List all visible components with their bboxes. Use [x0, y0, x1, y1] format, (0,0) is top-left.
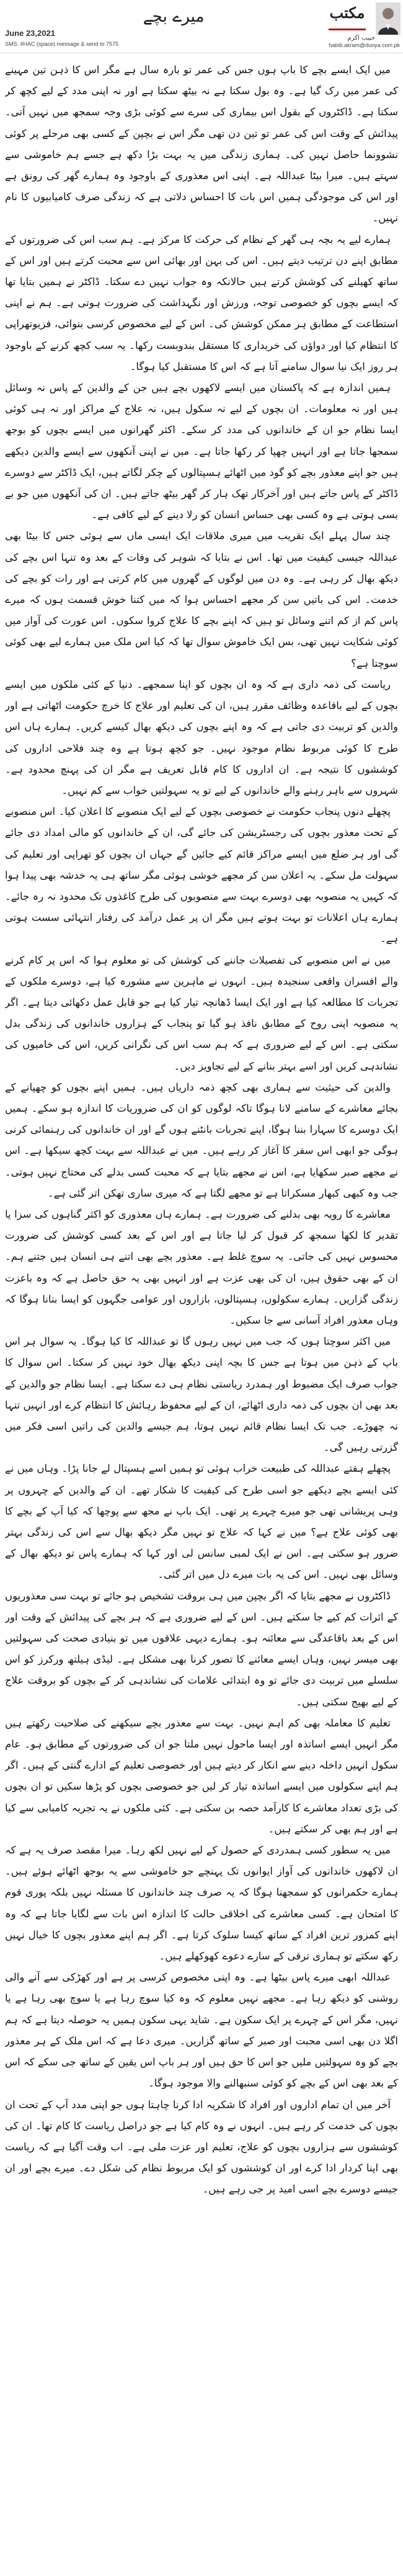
author-email[interactable]: habib.akram@dunya.com.pk	[329, 42, 400, 48]
article-paragraph: میں یہ سطور کسی ہمدردی کے حصول کے لیے نہیں لکھ رہا۔ میرا مقصد صرف یہ ہے کہ ان لاکھوں خاندانوں کی آواز ایوانوں تک پہنچے جو خاموشی سے یہ بوجھ اٹھائے ہوئے ہیں۔ ہمارے حکمرانوں کو سمجھنا ہوگا کہ یہ صرف چند خاندانوں کا مسئلہ نہیں بلکہ پوری قوم کا امتحان ہے۔ کسی معاشرے کی اخلاقی حالت کا اندازہ اس بات سے لگایا جاتا ہے کہ وہ اپنے کمزور ترین افراد کے ساتھ کیسا سلوک کرتا ہے۔ اگر ہم اپنے معذور بچوں کا خیال نہیں رکھ سکتے تو ہماری ترقی کے سارے دعوے کھوکھلے ہیں۔	[5, 1844, 398, 1963]
article-paragraph: والدین کی حیثیت سے ہماری بھی کچھ ذمہ داریاں ہیں۔ ہمیں اپنے بچوں کو چھپانے کے بجائے معاشرے کے سامنے لانا ہوگا تاکہ لوگوں کو ان کی ضروریات کا اندازہ ہو سکے۔ ہمیں ایک دوسرے کا سہارا بننا ہوگا، اپنے تجربات بانٹنے ہوں گے اور ان خاندانوں کی رہنمائی کرنی ہوگی جو ابھی اس سفر کا آغاز کر رہے ہیں۔ میں نے عبداللہ سے بہت کچھ سیکھا ہے۔ اس نے مجھے صبر سکھایا ہے، اس نے مجھے بتایا ہے کہ محبت کسی بدلے کی محتاج نہیں ہوتی۔ جب وہ کبھی کبھار مسکراتا ہے تو مجھے لگتا ہے کہ میری ساری تھکن اتر گئی ہے۔	[5, 1081, 398, 1199]
article-paragraph: تعلیم کا معاملہ بھی کم اہم نہیں۔ بہت سے معذور بچے سیکھنے کی صلاحیت رکھتے ہیں مگر انہیں ایسے اساتذہ اور ایسا ماحول نہیں ملتا جو ان کی ضرورتوں کے مطابق ہو۔ عام سکول انہیں داخلہ دینے سے انکار کر دیتے ہیں اور خصوصی تعلیم کے ادارے گنتی کے ہیں۔ اگر ہم اپنے سکولوں میں ایسے اساتذہ تیار کر لیں جو خصوصی بچوں کو پڑھا سکیں تو ان بچوں کی بڑی تعداد معاشرے کا کارآمد حصہ بن سکتی ہے۔ کئی ملکوں نے یہ تجربہ کامیابی سے کیا ہے اور ہم بھی کر سکتے ہیں۔	[5, 1717, 398, 1835]
author-name: حبیب اکرم	[347, 35, 375, 42]
column-logo-text: مکتب	[329, 4, 365, 22]
article-paragraph: معاشرے کا رویہ بھی بدلنے کی ضرورت ہے۔ ہمارے ہاں معذوری کو اکثر گناہوں کی سزا یا تقدیر کا لکھا سمجھ کر قبول کر لیا جاتا ہے اور اس کے بعد کسی کوشش کی ضرورت محسوس نہیں کی جاتی۔ یہ سوچ غلط ہے۔ معذور بچے بھی اتنے ہی انسان ہیں جتنے ہم۔ ان کے بھی حقوق ہیں، ان کی بھی عزت ہے اور انہیں بھی یہ حق حاصل ہے کہ وہ باعزت زندگی گزاریں۔ ہمارے سکولوں، ہسپتالوں، بازاروں اور عوامی جگہوں کو ایسا بنانا ہوگا کہ وہاں معذور افراد آسانی سے جا سکیں۔	[5, 1208, 398, 1326]
article-paragraph: میں نے اس منصوبے کی تفصیلات جاننے کی کوشش کی تو معلوم ہوا کہ اس پر کام کرنے والے افسران واقعی سنجیدہ ہیں۔ انہوں نے ماہرین سے مشورہ کیا ہے، دوسرے ملکوں کے تجربات کا مطالعہ کیا ہے اور ایک ایسا ڈھانچہ تیار کیا ہے جو قابل عمل دکھائی دیتا ہے۔ اگر یہ منصوبہ اپنی روح کے مطابق نافذ ہو گیا تو پنجاب کے ہزاروں خاندانوں کی زندگی بدل سکتی ہے۔ اس کے لیے ضروری ہے کہ ہم سب اس کی نگرانی کریں، اس کی خامیوں کی نشاندہی کریں اور اسے بہتر بنانے کے لیے تجاویز دیں۔	[5, 954, 398, 1072]
article-paragraph: میں اکثر سوچتا ہوں کہ جب میں نہیں رہوں گا تو عبداللہ کا کیا ہوگا۔ یہ سوال ہر اس باپ کے ذہن میں ہوتا ہے جس کا بچہ اپنی دیکھ بھال خود نہیں کر سکتا۔ اس سوال کا جواب صرف ایک مضبوط اور ہمدرد ریاستی نظام ہی دے سکتا ہے۔ ایسا نظام جو والدین کے بعد بھی ان بچوں کی ذمہ داری اٹھائے، ان کے لیے محفوظ رہائش کا انتظام کرے اور انہیں تنہا نہ چھوڑے۔ جب تک ایسا نظام قائم نہیں ہوتا، ہم جیسے والدین کی راتیں اسی فکر میں گزرتی رہیں گی۔	[5, 1335, 398, 1454]
column-header	[0, 0, 403, 53]
author-portrait-icon	[376, 2, 401, 35]
author-avatar	[376, 2, 401, 35]
article-paragraph: ہمیں اندازہ ہے کہ پاکستان میں ایسے لاکھوں بچے ہیں جن کے والدین کے پاس نہ وسائل ہیں اور نہ معلومات۔ ان بچوں کے لیے نہ سکول ہیں، نہ علاج کے مراکز اور نہ ہی کوئی ایسا نظام جو ان کے خاندانوں کی مدد کر سکے۔ اکثر گھرانوں میں ایسے بچوں کو بوجھ سمجھا جاتا ہے اور انہیں چھپا کر رکھا جاتا ہے۔ میں نے اپنی آنکھوں سے ایسے والدین دیکھے ہیں جو اپنے معذور بچے کو گود میں اٹھائے ہسپتالوں کے چکر لگاتے ہیں، ایک ڈاکٹر سے دوسرے ڈاکٹر کے پاس جاتے ہیں اور آخرکار تھک ہار کر گھر بیٹھ جاتے ہیں۔ ان کی آنکھوں میں جو بے بسی ہوتی ہے وہ کسی بھی حساس انسان کو رلا دینے کے لیے کافی ہے۔	[5, 382, 398, 521]
article-paragraph: میں ایک ایسے بچے کا باپ ہوں جس کی عمر تو بارہ سال ہے مگر اس کا ذہن تین مہینے کی عمر میں رک گیا ہے۔ وہ بول سکتا ہے نہ بیٹھ سکتا ہے اور نہ اپنی مدد کے لیے کچھ کر سکتا ہے۔ ڈاکٹروں کے بقول اس بیماری کی سرے سے کوئی بڑی وجہ سمجھ میں نہیں آتی۔ پیدائش کے وقت اس کی عمر تو تین دن تھی مگر اس نے بچپن کے کسی بھی مرحلے پر کوئی نشوونما حاصل نہیں کی۔ ہماری زندگی میں یہ بہت بڑا دکھ ہے جسے ہم خاموشی سے سہتے ہیں۔ میرا بیٹا عبداللہ ہے۔ اپنی اس معذوری کے باوجود وہ ہمارے گھر کی رونق ہے اور اس کی موجودگی ہمیں اس بات کا احساس دلاتی ہے کہ زندگی صرف کامیابیوں کا نام نہیں۔	[5, 64, 398, 224]
article-paragraph: ہمارے لیے یہ بچہ ہی گھر کے نظام کی حرکت کا مرکز ہے۔ ہم سب اس کی ضرورتوں کے مطابق اپنے دن ترتیب دیتے ہیں۔ اس کی بہن اور بھائی اس سے محبت کرتے ہیں اور اس کے ساتھ کھیلنے کی کوشش کرتے ہیں حالانکہ وہ جواب نہیں دے سکتا۔ ڈاکٹر نے ہمیں بتایا تھا کہ ایسے بچوں کو خصوصی توجہ، ورزش اور نگہداشت کی ضرورت ہوتی ہے۔ ہم نے اپنی استطاعت کے مطابق ہر ممکن کوشش کی۔ اس کے لیے مخصوص کرسی بنوائی، فزیوتھراپی کا انتظام کیا اور دواؤں کی خریداری کا مستقل بندوبست رکھا۔ یہ سب کچھ کرنے کے باوجود ہر روز ایک نیا سوال سامنے آتا ہے کہ اس کا مستقبل کیا ہوگا۔	[5, 233, 398, 372]
article-paragraph: پچھلے دنوں پنجاب حکومت نے خصوصی بچوں کے لیے ایک منصوبے کا اعلان کیا۔ اس منصوبے کے تحت معذور بچوں کی رجسٹریشن کی جائے گی، ان کے خاندانوں کو مالی امداد دی جائے گی اور ہر ضلع میں ایسے مراکز قائم کیے جائیں گے جہاں ان بچوں کو تھراپی اور تعلیم کی سہولت مل سکے۔ یہ اعلان سن کر مجھے خوشی ہوئی مگر ساتھ ہی یہ خدشہ بھی پیدا ہوا کہ کہیں یہ منصوبہ بھی دوسرے بہت سے منصوبوں کی طرح کاغذوں تک محدود نہ رہ جائے۔ ہمارے ہاں اعلانات تو بہت ہوتے ہیں مگر ان پر عمل درآمد کی رفتار انتہائی سست ہوتی ہے۔	[5, 806, 398, 945]
article-paragraph: ریاست کی ذمہ داری ہے کہ وہ ان بچوں کو اپنا سمجھے۔ دنیا کے کئی ملکوں میں ایسے بچوں کے لیے باقاعدہ وظائف مقرر ہیں، ان کی تعلیم اور علاج کا خرچ حکومت اٹھاتی ہے اور والدین کو تربیت دی جاتی ہے کہ وہ اپنے بچوں کی دیکھ بھال کیسے کریں۔ ہمارے ہاں اس طرح کا کوئی مربوط نظام موجود نہیں۔ جو کچھ ہوتا ہے وہ چند فلاحی اداروں کی کوششوں کا نتیجہ ہے۔ ان اداروں کا کام قابل تعریف ہے مگر ان کی پہنچ محدود ہے۔ شہروں سے باہر رہنے والے خاندانوں کے لیے تو یہ سہولتیں خواب سے کم نہیں۔	[5, 678, 398, 796]
article-paragraph: چند سال پہلے ایک تقریب میں میری ملاقات ایک ایسی ماں سے ہوئی جس کا بیٹا بھی عبداللہ جیسی کیفیت میں تھا۔ اس نے بتایا کہ شوہر کی وفات کے بعد وہ تنہا اس بچے کی دیکھ بھال کر رہی ہے۔ وہ دن میں لوگوں کے گھروں میں کام کرتی ہے اور رات کو بچے کی خدمت۔ اس کی باتیں سن کر مجھے احساس ہوا کہ میں کتنا خوش قسمت ہوں کہ میرے پاس کم از کم اتنے وسائل تو ہیں کہ اپنے بچے کا علاج کروا سکوں۔ اس عورت کی آواز میں کوئی شکایت نہیں تھی، بس ایک خاموش سوال تھا کہ کیا اس ملک میں ہمارے لیے بھی کوئی سوچتا ہے؟	[5, 530, 398, 669]
publish-date: June 23,2021	[5, 29, 55, 38]
article-paragraph: پچھلے ہفتے عبداللہ کی طبیعت خراب ہوئی تو ہمیں اسے ہسپتال لے جانا پڑا۔ وہاں میں نے کئی ایسے بچے دیکھے جو اسی طرح کی کیفیت کا شکار تھے۔ ان کے والدین کے چہروں پر وہی پریشانی تھی جو میرے چہرے پر تھی۔ ایک باپ نے مجھ سے پوچھا کہ کیا آپ کے بچے کا بھی کوئی علاج ہے؟ میں نے کہا کہ علاج تو نہیں مگر دیکھ بھال سے اس کی زندگی بہتر ضرور ہو سکتی ہے۔ اس نے ایک لمبی سانس لی اور کہا کہ ہمارے پاس تو دیکھ بھال کے وسائل بھی نہیں۔ اس کی یہ بات میرے دل میں اتر گئی۔	[5, 1462, 398, 1581]
sms-instructions: SMS: #HAC (space) message & send to 7575	[5, 41, 119, 47]
article-paragraph: آخر میں ان تمام اداروں اور افراد کا شکریہ ادا کرنا چاہتا ہوں جو اپنی مدد آپ کے تحت ان بچوں کی خدمت کر رہے ہیں۔ انہوں نے وہ کام کیا ہے جو دراصل ریاست کا کام تھا۔ ان کی کوششوں سے ہزاروں بچوں کو علاج، تعلیم اور عزت ملی ہے۔ اب وقت آگیا ہے کہ ریاست بھی اپنا کردار ادا کرے اور ان کوششوں کو ایک مربوط نظام کی شکل دے۔ میرے بچے اور ان جیسے دوسرے بچے اسی امید پر جی رہے ہیں۔	[5, 2098, 398, 2196]
article-body	[5, 59, 398, 2570]
article-paragraph: عبداللہ ابھی میرے پاس بیٹھا ہے۔ وہ اپنی مخصوص کرسی پر ہے اور کھڑکی سے آنے والی روشنی کو دیکھ رہا ہے۔ مجھے نہیں معلوم کہ وہ کیا سوچ رہا ہے یا سوچ بھی رہا ہے یا نہیں، مگر اس کے چہرے پر ایک سکون ہے۔ شاید یہی سکون ہمیں یہ حوصلہ دیتا ہے کہ ہم اگلا دن بھی اسی محبت اور صبر کے ساتھ گزاریں۔ میری دعا ہے کہ اس ملک کے ہر معذور بچے کو وہ سہولتیں ملیں جو اس کا حق ہیں اور ہر باپ اس یقین کے ساتھ جی سکے کہ اس کے بعد بھی اس کے بچے کو کوئی سنبھالنے والا موجود ہوگا۔	[5, 1971, 398, 2090]
column-headline: میرے بچے	[143, 7, 205, 26]
article-paragraph: ڈاکٹروں نے مجھے بتایا کہ اگر بچپن میں ہی بروقت تشخیص ہو جائے تو بہت سی معذوریوں کے اثرات کم کیے جا سکتے ہیں۔ اس کے لیے ضروری ہے کہ ہر بچے کی پیدائش کے وقت اور اس کے بعد باقاعدگی سے معائنہ ہو۔ ہمارے دیہی علاقوں میں تو بنیادی صحت کی سہولتیں بھی میسر نہیں، وہاں ایسے معائنے کا تصور کرنا بھی مشکل ہے۔ لیڈی ہیلتھ ورکرز کو اس سلسلے میں تربیت دی جائے تو وہ ابتدائی علامات کی نشاندہی کر کے بچوں کو بروقت علاج کے لیے بھیج سکتی ہیں۔	[5, 1589, 398, 1708]
logo-underline	[329, 29, 366, 30]
column-logo	[322, 4, 372, 31]
